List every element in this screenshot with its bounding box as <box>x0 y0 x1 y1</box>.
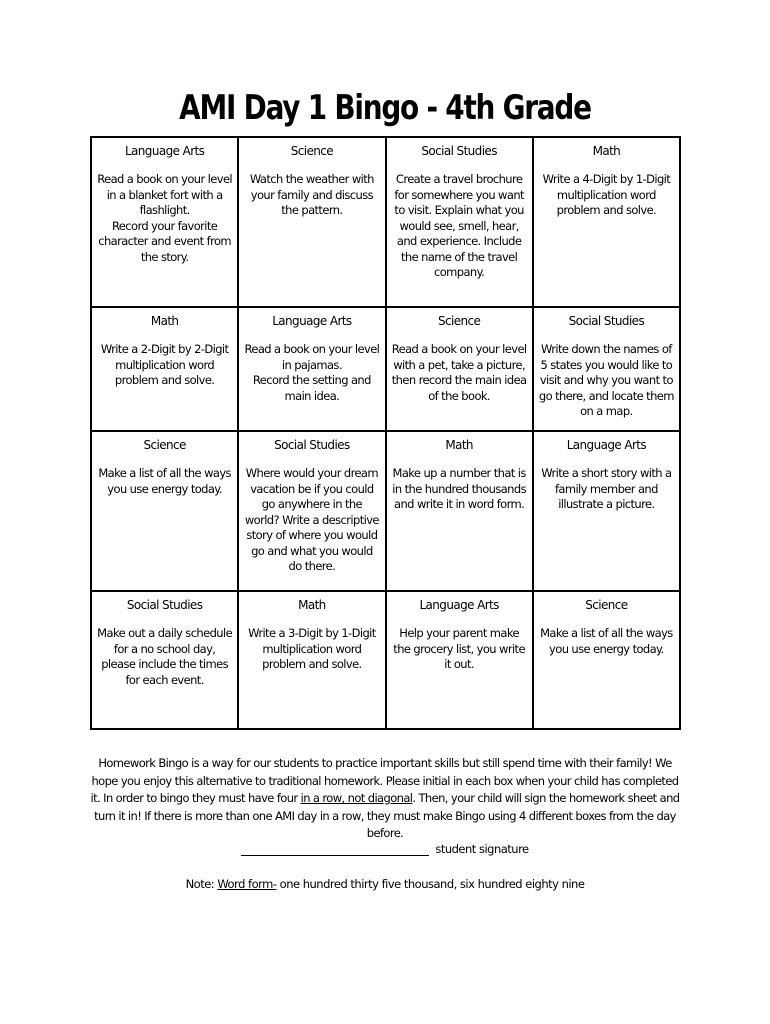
cell-subject: Language Arts <box>272 314 352 328</box>
bingo-cell <box>91 307 238 431</box>
cell-task: Watch the weather with your family and discuss the pattern. <box>249 172 374 217</box>
cell-subject: Science <box>437 314 481 328</box>
cell-task: Read a book on your level in pajamas. Record the setting and main idea. <box>244 342 380 403</box>
page-title: AMI Day 1 Bingo - 4th Grade <box>179 88 591 128</box>
cell-task: Create a travel brochure for somewhere you want to visit. Explain what you would see, smell, hear, and experience. Include the name of the travel company. <box>394 172 524 279</box>
instructions-text-end: . Then, your child will sign the homework sheet and turn it in! If there is more than one AMI day in a row, they must make Bingo using 4 different boxes from the day before. <box>94 791 680 840</box>
bingo-cell <box>238 137 385 307</box>
note-term: Word form- <box>217 877 277 891</box>
cell-task: Make up a number that is in the hundred thousands and write it in word form. <box>392 466 526 511</box>
cell-subject: Language Arts <box>419 598 499 612</box>
bingo-cell <box>533 307 680 431</box>
bingo-cell <box>533 431 680 591</box>
bingo-cell <box>238 307 385 431</box>
note-text: one hundred thirty five thousand, six hundred eighty nine <box>276 877 585 891</box>
cell-subject: Science <box>143 438 186 452</box>
bingo-cell <box>91 591 238 729</box>
bingo-cell <box>533 137 680 307</box>
cell-task: Make a list of all the ways you use energy today. <box>540 626 673 656</box>
cell-subject: Math <box>150 314 179 328</box>
cell-subject: Math <box>445 438 473 452</box>
note-prefix: Note: <box>185 877 218 891</box>
cell-subject: Social Studies <box>126 598 203 612</box>
cell-task: Write a short story with a family member and illustrate a picture. <box>541 466 672 511</box>
instructions-paragraph <box>86 755 684 843</box>
instructions-underlined: in a row, not diagonal <box>300 791 413 805</box>
bingo-row <box>91 431 680 591</box>
cell-task: Help your parent make the grocery list, you write it out. <box>393 626 525 671</box>
bingo-cell <box>238 431 385 591</box>
bingo-cell <box>386 591 533 729</box>
bingo-row <box>91 137 680 307</box>
bingo-row <box>91 307 680 431</box>
bingo-cell <box>91 137 238 307</box>
signature-row <box>0 842 770 856</box>
cell-subject: Language Arts <box>124 144 205 158</box>
bingo-cell <box>386 431 533 591</box>
cell-task: Make a list of all the ways you use energy today. <box>98 466 231 496</box>
cell-subject: Science <box>290 144 334 158</box>
signature-line <box>241 843 429 856</box>
cell-task: Write a 3-Digit by 1-Digit multiplication word problem and solve. <box>248 626 376 671</box>
cell-subject: Math <box>592 144 621 158</box>
cell-subject: Math <box>298 598 326 612</box>
cell-task: Read a book on your level with a pet, take a picture, then record the main idea of the book. <box>391 342 527 403</box>
cell-subject: Science <box>585 598 628 612</box>
cell-subject: Language Arts <box>566 438 647 452</box>
cell-task: Write down the names of 5 states you would like to visit and why you want to go there, and locate them on a map. <box>538 342 674 418</box>
bingo-cell <box>91 431 238 591</box>
word-form-note <box>0 877 770 891</box>
bingo-row <box>91 591 680 729</box>
bingo-grid <box>90 136 681 730</box>
cell-subject: Social Studies <box>274 438 350 452</box>
cell-task: Write a 2-Digit by 2-Digit multiplication word problem and solve. <box>100 342 229 387</box>
cell-subject: Social Studies <box>421 144 497 158</box>
signature-label: student signature <box>435 842 529 856</box>
instructions-text: Homework Bingo is a way for our students to practice important skills but still spend time with their family! We hope you enjoy this alternative to traditional homework. Please initial in each box when your child has completed it. In order to bingo they must have four <box>90 756 679 805</box>
bingo-cell <box>238 591 385 729</box>
cell-task: Write a 4-Digit by 1-Digit multiplication word problem and solve. <box>542 172 671 217</box>
bingo-cell <box>533 591 680 729</box>
cell-subject: Social Studies <box>568 314 645 328</box>
cell-task: Read a book on your level in a blanket fort with a flashlight. Record your favorite character and event from the story. <box>97 172 233 264</box>
bingo-cell <box>386 137 533 307</box>
bingo-cell <box>386 307 533 431</box>
cell-task: Make out a daily schedule for a no school day, please include the times for each event. <box>97 626 233 687</box>
cell-task: Where would your dream vacation be if you could go anywhere in the world? Write a descriptive story of where you would go and what you would do there. <box>244 466 379 573</box>
